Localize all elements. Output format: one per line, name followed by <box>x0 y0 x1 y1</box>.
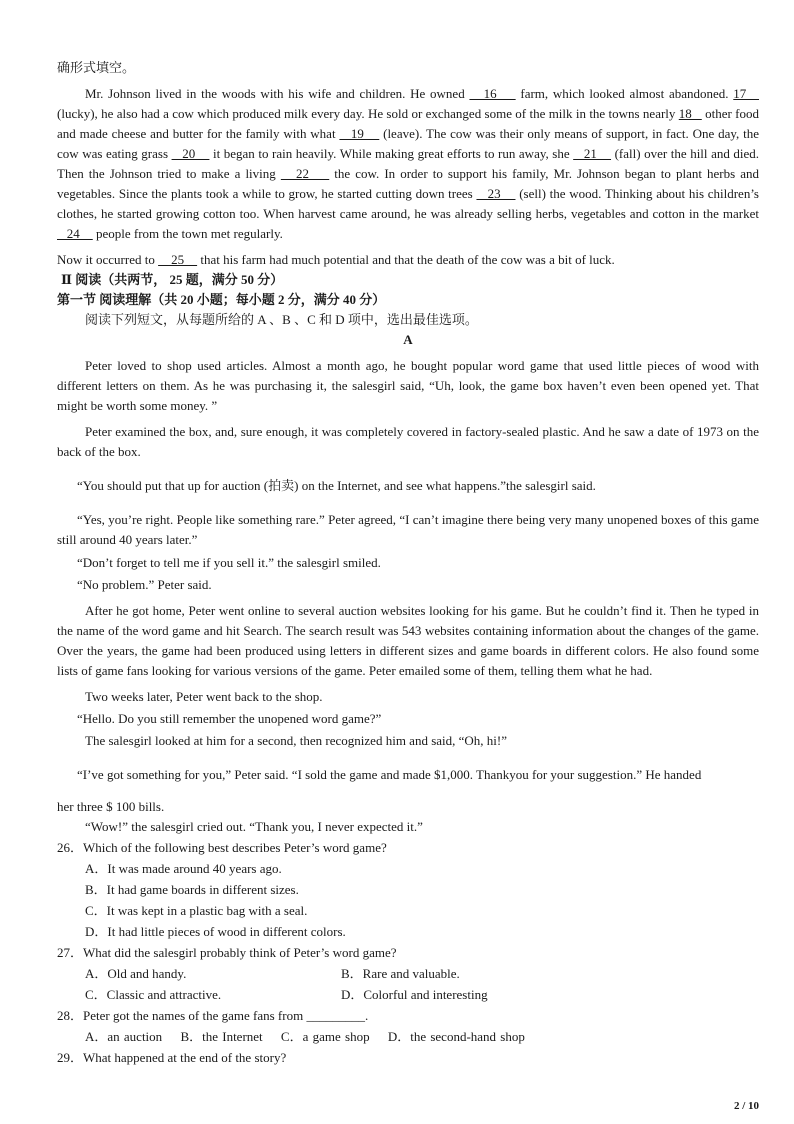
cloze-blank-25[interactable]: 25 <box>158 252 198 267</box>
passage-paragraph: The salesgirl looked at him for a second, then recognized him and said, “Oh, hi!” <box>85 733 508 748</box>
cloze-text: that his farm had much potential and that the death of the cow was a bit of luck. <box>197 252 615 267</box>
passage-paragraph: “Wow!” the salesgirl cried out. “Thank you, I never expected it.” <box>85 819 423 834</box>
instruction: 阅读下列短文，从每题所给的 A 、B 、C 和 D 项中，选出最佳选项。 <box>85 312 478 327</box>
cloze-blank-21[interactable]: 21 <box>573 146 612 161</box>
cloze-text: people from the town met regularly. <box>92 226 283 241</box>
question-28-stem: 28．Peter got the names of the game fans from _________. <box>57 1008 369 1023</box>
passage-paragraph: Peter loved to shop used articles. Almost a month ago, he bought popular word game that used little pieces of wood with different letters on them. As he was purchasing it, the salesgirl said, “Uh, look, the game box haven’t even been opened yet. That might be worth some money. ” <box>57 358 759 413</box>
cloze-last-line <box>57 250 759 270</box>
cloze-blank-20[interactable]: 20 <box>171 146 210 161</box>
page-number: 2 / 10 <box>733 1100 759 1112</box>
option-26-b[interactable]: B．It had game boards in different sizes. <box>85 882 299 897</box>
option-28-b[interactable]: B．the Internet <box>180 1029 263 1044</box>
cloze-text: other food and made cheese and butter for the family with what <box>57 106 759 141</box>
cloze-text: Now it occurred to <box>57 252 159 267</box>
cloze-text: (lucky), he also had a cow which produced milk every day. He sold or exchanged some of the milk in the towns nearly <box>57 106 679 121</box>
cloze-text: the cow. In order to support his family, Mr. Johnson began to plant herbs and vegetables. Since the plants took a while to grow, he started cutting down trees <box>57 166 759 201</box>
cloze-blank-16[interactable]: 16 <box>469 86 516 101</box>
passage-paragraph: Two weeks later, Peter went back to the shop. <box>85 689 323 704</box>
option-28-d[interactable]: D．the second-hand shop <box>387 1029 525 1044</box>
cloze-text: farm, which looked almost abandoned. <box>515 86 729 101</box>
part-heading: 第一节 阅读理解（共 20 小题；每小题 2 分，满分 40 分） <box>57 292 386 307</box>
option-27-d[interactable]: D．Colorful and interesting <box>341 987 488 1002</box>
passage-paragraph: “Don’t forget to tell me if you sell it.” the salesgirl smiled. <box>77 555 381 570</box>
passage-paragraph: “No problem.” Peter said. <box>77 577 212 592</box>
option-27-a[interactable]: A．Old and handy. <box>85 966 187 981</box>
cloze-text: it began to rain heavily. While making great efforts to run away, she <box>209 146 574 161</box>
option-26-d[interactable]: D．It had little pieces of wood in different colors. <box>85 924 346 939</box>
option-28-c[interactable]: C．a game shop <box>280 1029 370 1044</box>
passage-paragraph: After he got home, Peter went online to several auction websites looking for his game. But he couldn’t find it. Then he typed in the name of the word game and hit Search. The search result was 543 websites containing information about the changes of the game. Over the years, the game had been produced using letters in different sizes and game boards in different colors. He also found some lists of game fans looking for various versions of the game. Peter emailed some of them, telling them what he had. <box>57 603 759 678</box>
passage-paragraph: “Hello. Do you still remember the unopened word game?” <box>77 711 382 726</box>
cloze-blank-24[interactable]: 24 <box>57 226 93 241</box>
option-28-a[interactable]: A．an auction <box>85 1029 163 1044</box>
passage-paragraph: “I’ve got something for you,” Peter said. “I sold the game and made $1,000. Thankyou for your suggestion.” He handed <box>77 767 702 782</box>
cloze-blank-18[interactable]: 18 <box>678 106 702 121</box>
question-27-stem: 27．What did the salesgirl probably think of Peter’s word game? <box>57 945 397 960</box>
cloze-blank-17[interactable]: 17 <box>733 86 760 101</box>
passage-paragraph: “Yes, you’re right. People like something rare.” Peter agreed, “I can’t imagine there being very many unopened boxes of this game still around 40 years later.” <box>57 512 759 547</box>
option-27-c[interactable]: C．Classic and attractive. <box>85 987 222 1002</box>
cloze-paragraph <box>57 84 759 244</box>
question-26-stem: 26．Which of the following best describes Peter’s word game? <box>57 840 387 855</box>
question-29-stem: 29．What happened at the end of the story? <box>57 1050 287 1065</box>
passage-paragraph: “You should put that up for auction (拍卖) on the Internet, and see what happens.”the salesgirl said. <box>77 478 596 493</box>
exam-page <box>57 58 759 1068</box>
cloze-text: (sell) the wood. Thinking about his children’s clothes, he started growing cotton too. When harvest came around, he was already selling herbs, vegetables and cotton in the market <box>57 186 759 221</box>
options-28-row <box>57 1026 759 1047</box>
cloze-text: (fall) over the hill and died. Then the Johnson tried to make a living <box>57 146 760 181</box>
option-26-a[interactable]: A．It was made around 40 years ago. <box>85 861 282 876</box>
cloze-blank-19[interactable]: 19 <box>339 126 380 141</box>
cloze-blank-23[interactable]: 23 <box>476 186 516 201</box>
options-27-row1 <box>57 963 759 984</box>
options-27-row2 <box>57 984 759 1005</box>
cloze-text: Mr. Johnson lived in the woods with his wife and children. He owned <box>85 86 470 101</box>
cloze-blank-22[interactable]: 22 <box>280 166 330 181</box>
passage-paragraph: her three $ 100 bills. <box>57 799 165 814</box>
option-27-b[interactable]: B．Rare and valuable. <box>341 966 460 981</box>
passage-paragraph: Peter examined the box, and, sure enough, it was completely covered in factory-sealed plastic. And he saw a date of 1973 on the back of the box. <box>57 424 759 459</box>
passage-label: A <box>403 332 413 347</box>
cloze-intro: 确形式填空。 <box>57 60 136 75</box>
option-26-c[interactable]: C．It was kept in a plastic bag with a seal. <box>85 903 308 918</box>
cloze-text: (leave). The cow was their only means of support, in fact. One day, the cow was eating grass <box>57 126 759 161</box>
section-heading: Ⅱ 阅读（共两节， 25 题，满分 50 分） <box>61 272 284 287</box>
